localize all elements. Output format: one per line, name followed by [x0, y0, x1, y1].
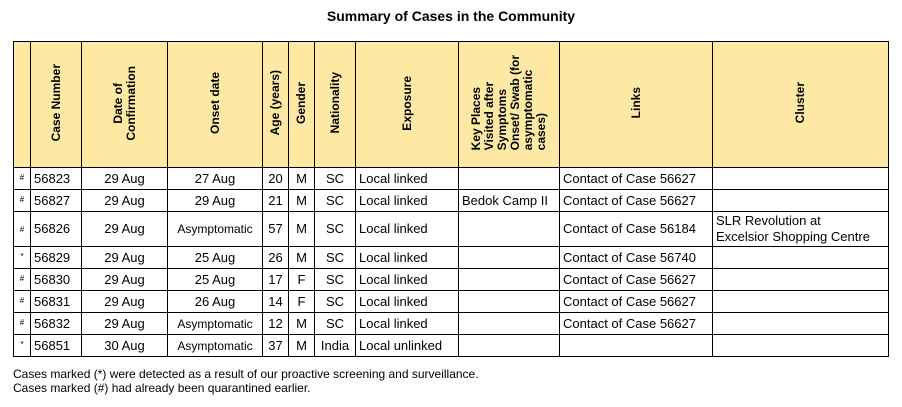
links: Contact of Case 56627 — [560, 269, 713, 291]
case-mark: # — [14, 212, 31, 247]
gender: M — [289, 212, 315, 247]
header-gender: Gender — [289, 42, 315, 168]
case-mark: # — [14, 190, 31, 212]
table-row — [14, 269, 889, 291]
gender: F — [289, 291, 315, 313]
footnotes — [13, 367, 479, 395]
links: Contact of Case 56627 — [560, 190, 713, 212]
key-places — [459, 313, 560, 335]
header-onset-date: Onset date — [168, 42, 263, 168]
key-places — [459, 247, 560, 269]
case-mark: * — [14, 247, 31, 269]
nationality: SC — [315, 212, 356, 247]
case-mark: # — [14, 168, 31, 190]
age: 26 — [263, 247, 289, 269]
key-places — [459, 212, 560, 247]
exposure: Local unlinked — [356, 335, 459, 357]
gender: F — [289, 269, 315, 291]
cluster — [713, 335, 889, 357]
case-mark: * — [14, 335, 31, 357]
date-of-confirmation: 29 Aug — [82, 168, 168, 190]
table-row — [14, 313, 889, 335]
exposure: Local linked — [356, 212, 459, 247]
onset-date: Asymptomatic — [168, 335, 263, 357]
header-date-of-confirmation: Date of Confirmation — [82, 42, 168, 168]
case-number: 56826 — [31, 212, 82, 247]
header-key-places: Key Places Visited after Symptoms Onset/ Swab (for asymptomatic cases) — [459, 42, 560, 168]
links: Contact of Case 56627 — [560, 168, 713, 190]
date-of-confirmation: 30 Aug — [82, 335, 168, 357]
age: 17 — [263, 269, 289, 291]
cluster — [713, 269, 889, 291]
header-links: Links — [560, 42, 713, 168]
table-row — [14, 168, 889, 190]
key-places — [459, 291, 560, 313]
header-mark — [14, 42, 31, 168]
cluster — [713, 291, 889, 313]
nationality: SC — [315, 190, 356, 212]
page-title: Summary of Cases in the Community — [326, 8, 576, 24]
nationality: SC — [315, 291, 356, 313]
case-number: 56830 — [31, 269, 82, 291]
case-number: 56829 — [31, 247, 82, 269]
exposure: Local linked — [356, 190, 459, 212]
exposure: Local linked — [356, 269, 459, 291]
case-mark: # — [14, 313, 31, 335]
case-number: 56832 — [31, 313, 82, 335]
cluster — [713, 313, 889, 335]
links: Contact of Case 56184 — [560, 212, 713, 247]
links: Contact of Case 56627 — [560, 291, 713, 313]
header-exposure: Exposure — [356, 42, 459, 168]
footnote-proactive: Cases marked (*) were detected as a result of our proactive screening and surveillance. — [13, 367, 479, 381]
gender: M — [289, 247, 315, 269]
table-row — [14, 190, 889, 212]
footnote-quarantined: Cases marked (#) had already been quarantined earlier. — [13, 381, 311, 395]
age: 57 — [263, 212, 289, 247]
cases-table — [13, 41, 889, 357]
exposure: Local linked — [356, 291, 459, 313]
case-number: 56831 — [31, 291, 82, 313]
table-row — [14, 335, 889, 357]
cluster — [713, 168, 889, 190]
cluster — [713, 247, 889, 269]
table-row — [14, 291, 889, 313]
onset-date: 26 Aug — [168, 291, 263, 313]
date-of-confirmation: 29 Aug — [82, 291, 168, 313]
table-row — [14, 212, 889, 247]
header-age: Age (years) — [263, 42, 289, 168]
onset-date: 25 Aug — [168, 247, 263, 269]
age: 14 — [263, 291, 289, 313]
key-places — [459, 335, 560, 357]
case-number: 56851 — [31, 335, 82, 357]
exposure: Local linked — [356, 313, 459, 335]
key-places — [459, 269, 560, 291]
onset-date: 29 Aug — [168, 190, 263, 212]
nationality: SC — [315, 168, 356, 190]
nationality: SC — [315, 313, 356, 335]
nationality: SC — [315, 247, 356, 269]
date-of-confirmation: 29 Aug — [82, 269, 168, 291]
onset-date: Asymptomatic — [168, 313, 263, 335]
case-number: 56827 — [31, 190, 82, 212]
links — [560, 335, 713, 357]
exposure: Local linked — [356, 247, 459, 269]
cluster: SLR Revolution at Excelsior Shopping Centre — [713, 212, 889, 247]
date-of-confirmation: 29 Aug — [82, 190, 168, 212]
onset-date: Asymptomatic — [168, 212, 263, 247]
gender: M — [289, 313, 315, 335]
age: 20 — [263, 168, 289, 190]
header-nationality: Nationality — [315, 42, 356, 168]
header-case-number: Case Number — [31, 42, 82, 168]
age: 12 — [263, 313, 289, 335]
gender: M — [289, 168, 315, 190]
links: Contact of Case 56627 — [560, 313, 713, 335]
nationality: SC — [315, 269, 356, 291]
case-mark: # — [14, 269, 31, 291]
exposure: Local linked — [356, 168, 459, 190]
key-places: Bedok Camp II — [459, 190, 560, 212]
date-of-confirmation: 29 Aug — [82, 247, 168, 269]
age: 37 — [263, 335, 289, 357]
key-places — [459, 168, 560, 190]
links: Contact of Case 56740 — [560, 247, 713, 269]
case-mark: # — [14, 291, 31, 313]
header-cluster: Cluster — [713, 42, 889, 168]
onset-date: 27 Aug — [168, 168, 263, 190]
cluster — [713, 190, 889, 212]
date-of-confirmation: 29 Aug — [82, 313, 168, 335]
date-of-confirmation: 29 Aug — [82, 212, 168, 247]
onset-date: 25 Aug — [168, 269, 263, 291]
gender: M — [289, 190, 315, 212]
gender: M — [289, 335, 315, 357]
case-number: 56823 — [31, 168, 82, 190]
table-row — [14, 247, 889, 269]
nationality: India — [315, 335, 356, 357]
header-row — [14, 42, 889, 168]
age: 21 — [263, 190, 289, 212]
